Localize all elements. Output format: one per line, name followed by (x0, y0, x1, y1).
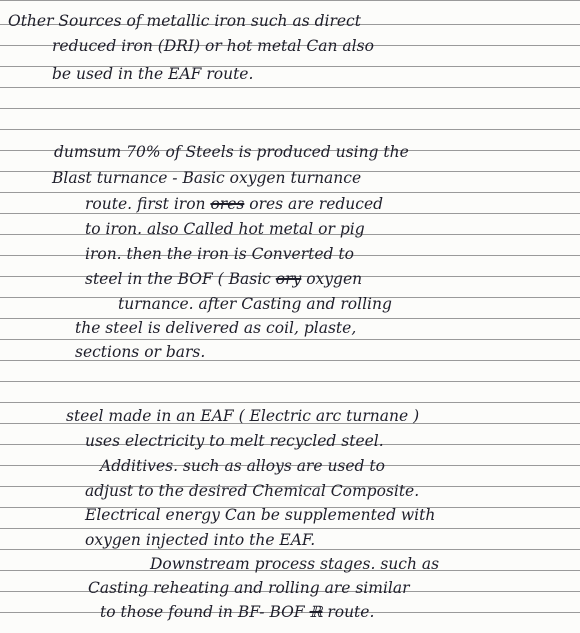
text-line: be used in the EAF route. (52, 65, 254, 83)
text-line: Downstream process stages. such as (150, 555, 440, 573)
text-line: steel made in an EAF ( Electric arc turnane ) (66, 407, 420, 425)
text-line: Electrical energy Can be supplemented with (85, 506, 436, 524)
text-line: Additives. such as alloys are used to (100, 457, 385, 475)
text-line: Blast turnance - Basic oxygen turnance (52, 169, 362, 187)
text-line: the steel is delivered as coil, plaste, (75, 319, 357, 337)
text-line: oxygen injected into the EAF. (85, 531, 316, 549)
text-line: uses electricity to melt recycled steel. (85, 432, 384, 450)
text-line: dumsum 70% of Steels is produced using the (54, 143, 409, 161)
text-line: Other Sources of metallic iron such as direct (8, 12, 361, 30)
text-line: sections or bars. (75, 343, 206, 361)
text-line: turnance. after Casting and rolling (118, 295, 392, 313)
text-line: steel in the BOF ( Basic ory oxygen (85, 267, 580, 291)
text-line: reduced iron (DRI) or hot metal Can also (52, 37, 374, 55)
text-line: to those found in BF- BOF ℝ route. (100, 600, 580, 624)
crossed-out-word: ory (275, 270, 302, 288)
text-line: to iron. also Called hot metal or pig (85, 220, 365, 238)
text-line: route. first iron ores ores are reduced (85, 192, 580, 216)
text-line: adjust to the desired Chemical Composite. (85, 482, 420, 500)
text-line: iron. then the iron is Converted to (85, 245, 354, 263)
text-line: Casting reheating and rolling are similar (88, 579, 410, 597)
crossed-out-word: ores (210, 195, 245, 213)
crossed-out-word: ℝ (309, 603, 323, 621)
